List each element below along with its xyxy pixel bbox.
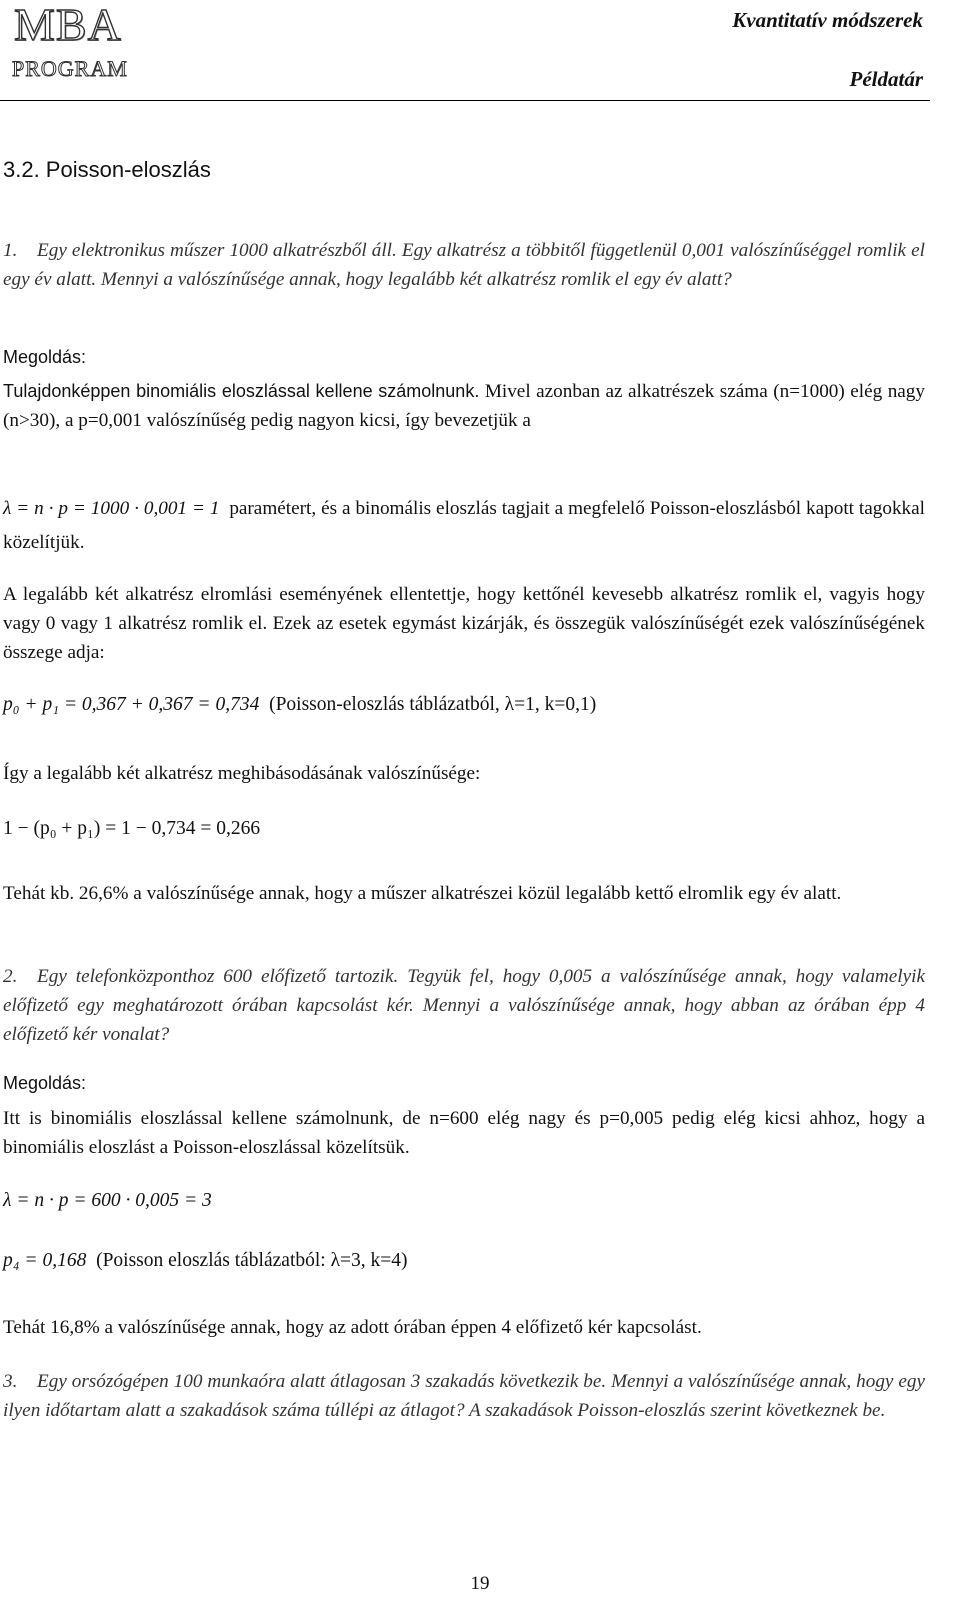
sum-formula-note: (Poisson-eloszlás táblázatból, λ=1, k=0,1)	[269, 694, 597, 715]
solution-1-intro	[3, 377, 925, 435]
header-divider	[0, 100, 930, 101]
problem-1-number: 1.	[3, 240, 18, 261]
lambda-formula-1: λ = n · p = 1000 · 0,001 = 1	[3, 498, 220, 519]
lambda-formula-2: λ = n · p = 600 · 0,005 = 3	[3, 1190, 212, 1211]
solution-2-para1: Itt is binomiális eloszlással kellene számolnunk, de n=600 elég nagy és p=0,005 pedig elég kicsi ahhoz, hogy a binomiális eloszlást a Poisson-eloszlással közelítsük.	[3, 1108, 925, 1158]
sum-formula	[3, 694, 596, 716]
header-title: Kvantitatív módszerek	[732, 8, 923, 32]
lambda-formula-paragraph	[3, 492, 925, 560]
complement-formula: 1 − (p₀ + p₁) = 1 − 0,734 = 0,266	[3, 818, 261, 839]
p4-formula	[3, 1250, 408, 1272]
solution-2-conclusion: Tehát 16,8% a valószínűsége annak, hogy az adott órában éppen 4 előfizető kér kapcsolást.	[3, 1317, 702, 1338]
solution-1-para2: A legalább két alkatrész elromlási eseményének ellentettje, hogy kettőnél kevesebb alkatrész romlik el, vagyis hogy vagy 0 vagy 1 alkatrész romlik el. Ezek az esetek egymást kizárják, és összegük valószínűségét ezek valószínűségének összege adja:	[3, 584, 925, 663]
logo-main-text: MBA	[14, 0, 122, 50]
section-title: 3.2. Poisson-eloszlás	[3, 157, 211, 182]
problem-3-text: Egy orsózógépen 100 munkaóra alatt átlagosan 3 szakadás következik be. Mennyi a valószínűsége annak, hogy egy ilyen időtartam alatt a szakadások száma túllépi az átlagot? A szakadások Poisson-eloszlás szerint következnek be.	[3, 1371, 925, 1421]
header-subtitle: Példatár	[849, 67, 923, 91]
problem-2	[3, 962, 925, 1049]
problem-1	[3, 236, 925, 294]
lambda-formula-1-text: paramétert, és a binomális eloszlás tagjait a megfelelő Poisson-eloszlásból kapott tagokkal közelítjük.	[3, 498, 925, 553]
p4-formula-note: (Poisson eloszlás táblázatból: λ=3, k=4)	[96, 1250, 408, 1271]
solution-label-2: Megoldás:	[3, 1073, 87, 1093]
solution-1-para3: Így a legalább két alkatrész meghibásodásának valószínűsége:	[3, 763, 481, 784]
logo-sub-text: PROGRAM	[12, 56, 128, 81]
sum-formula-expr: p₀ + p₁ = 0,367 + 0,367 = 0,734	[3, 694, 260, 715]
problem-2-number: 2.	[3, 966, 18, 987]
page-number: 19	[470, 1573, 490, 1594]
solution-label-1: Megoldás:	[3, 347, 87, 367]
problem-3	[3, 1367, 925, 1425]
problem-1-text: Egy elektronikus műszer 1000 alkatrészből áll. Egy alkatrész a többitől függetlenül 0,001 valószínűséggel romlik el egy év alatt. Mennyi a valószínűsége annak, hogy legalább két alkatrész romlik el egy év alatt?	[3, 240, 925, 290]
p4-formula-expr: p₄ = 0,168	[3, 1250, 87, 1271]
solution-1-line1b: Mivel azonban az alkatrészek száma (n=1000) elég nagy (n>30), a p=0,001 valószínűség pedig nagyon kicsi, így bevezetjük a	[3, 381, 925, 431]
solution-1-line1: Tulajdonképpen binomiális eloszlással kellene számolnunk.	[3, 381, 480, 401]
mba-program-logo	[8, 0, 142, 82]
problem-2-text: Egy telefonközponthoz 600 előfizető tartozik. Tegyük fel, hogy 0,005 a valószínűsége annak, hogy valamelyik előfizető egy meghatározott órában kapcsolást kér. Mennyi a valószínűsége annak, hogy abban az órában épp 4 előfizető kér vonalat?	[3, 966, 925, 1045]
problem-3-number: 3.	[3, 1371, 18, 1392]
solution-1-conclusion: Tehát kb. 26,6% a valószínűsége annak, hogy a műszer alkatrészei közül legalább kettő elromlik egy év alatt.	[3, 883, 842, 904]
